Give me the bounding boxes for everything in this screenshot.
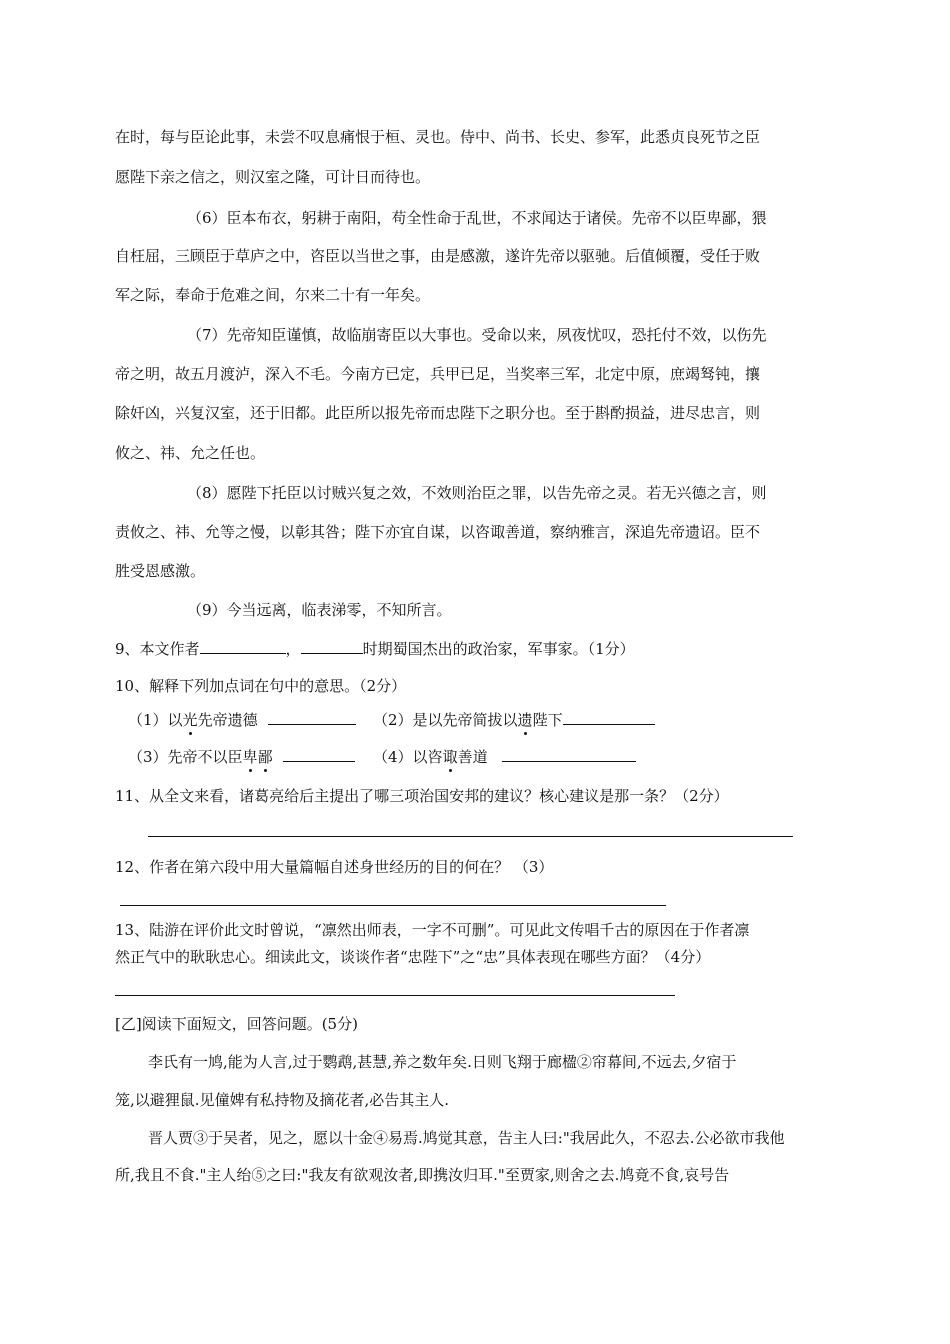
text-line: 在时，每与臣论此事，未尝不叹息痛恨于桓、灵也。侍中、尚书、长史、参军，此悉贞良死节之臣 — [115, 128, 761, 146]
answer-blank-1[interactable] — [268, 708, 356, 725]
answer-line-12[interactable] — [120, 905, 666, 906]
question-10-item-1 — [128, 708, 356, 730]
question-9 — [115, 637, 635, 659]
question-9-text-c: 时期蜀国杰出的政治家，军事家。（1分） — [362, 640, 635, 658]
question-10-item-3 — [128, 745, 355, 767]
text-line: 攸之、祎、允之任也。 — [115, 444, 266, 462]
text-line: 除奸凶，兴复汉室，还于旧都。此臣所以报先帝而忠陛下之职分也。至于斟酌损益，进尽忠言，则 — [115, 404, 761, 422]
item-text: （3）先帝不以臣 — [128, 748, 243, 766]
item-text: （1）以 — [128, 711, 183, 729]
question-10-item-2 — [373, 708, 655, 730]
item-text: （2）是以先帝简拔以 — [373, 711, 518, 729]
item-text: 善道 — [457, 748, 488, 766]
text-line: 自枉屈，三顾臣于草庐之中，咨臣以当世之事，由是感激，遂许先帝以驱驰。后值倾覆，受任于败 — [115, 247, 761, 265]
question-13-line: 13、陆游在评价此文时曾说，“凛然出师表，一字不可删”。可见此文传唱千古的原因在于作者凛 — [115, 921, 750, 939]
section-heading: [乙]阅读下面短文，回答问题。(5分) — [115, 1015, 358, 1033]
text-line: 笼,以避狸鼠.见僮婢有私持物及摘花者,必告其主人. — [115, 1091, 450, 1109]
text-line: （6）臣本布衣，躬耕于南阳，苟全性命于乱世，不求闻达于诸侯。先帝不以臣卑鄙，猥 — [187, 209, 767, 227]
answer-blank-author[interactable] — [200, 637, 286, 654]
text-line: 军之际，奉命于危难之间，尔来二十有一年矣。 — [115, 286, 431, 304]
dotted-word: 光 — [182, 711, 198, 729]
text-line: 所,我且不食."主人绐⑤之曰:"我友有欲观汝者,即携汝归耳."至贾家,则舍之去.鸠竟不食,哀号告 — [115, 1166, 730, 1184]
text-line: 愿陛下亲之信之，则汉室之隆，可计日而待也。 — [115, 168, 431, 186]
item-text: 陛下 — [532, 711, 563, 729]
text-line: 帝之明，故五月渡泸，深入不毛。今南方已定，兵甲已足，当奖率三军，北定中原，庶竭驽钝，攘 — [115, 365, 761, 383]
text-line: 责攸之、祎、允等之慢，以彰其咎；陛下亦宜自谋，以咨诹善道，察纳雅言，深追先帝遗诏。臣不 — [115, 523, 761, 541]
text-line: 晋人贾③于吴者，见之，愿以十金④易焉.鸠觉其意，告主人曰:"我居此久，不忍去.公必欲市我他 — [148, 1129, 785, 1147]
answer-line-11[interactable] — [148, 836, 793, 837]
question-10-stem: 10、解释下列加点词在句中的意思。（2分） — [115, 677, 407, 695]
answer-blank-3[interactable] — [283, 745, 355, 762]
dotted-word: 诹 — [442, 748, 458, 766]
question-12: 12、作者在第六段中用大量篇幅自述身世经历的目的何在？ （3） — [115, 858, 554, 876]
item-text: 先帝遗德 — [197, 711, 258, 729]
question-13-line: 然正气中的耿耿忠心。细读此文，谈谈作者“忠陛下”之“忠”具体表现在哪些方面？（4分） — [115, 948, 711, 966]
text-line: 胜受恩感激。 — [115, 562, 206, 580]
answer-blank-period[interactable] — [301, 637, 363, 654]
text-line: （7）先帝知臣谨慎，故临崩寄臣以大事也。受命以来，夙夜忧叹，恐托付不效，以伤先 — [187, 326, 767, 344]
text-line: 李氏有一鸠,能为人言,过于鹦鹉,甚慧,养之数年矣.日则飞翔于廊楹②帘幕间,不远去,夕宿于 — [148, 1053, 737, 1071]
dotted-word: 遗 — [517, 711, 533, 729]
question-10-item-4 — [373, 745, 636, 767]
text-line: （9）今当远离，临表涕零，不知所言。 — [187, 601, 452, 619]
question-9-text-b: ， — [285, 640, 301, 658]
answer-blank-2[interactable] — [563, 708, 655, 725]
answer-blank-4[interactable] — [502, 745, 636, 762]
dotted-word: 卑 — [242, 748, 258, 766]
text-line: （8）愿陛下托臣以讨贼兴复之效，不效则治臣之罪，以告先帝之灵。若无兴德之言，则 — [187, 484, 767, 502]
answer-line-13[interactable] — [115, 995, 675, 996]
dotted-word: 鄙 — [257, 748, 273, 766]
item-text: （4）以咨 — [373, 748, 443, 766]
question-9-text-a: 9、本文作者 — [115, 640, 200, 658]
question-11: 11、从全文来看，诸葛亮给后主提出了哪三项治国安邦的建议？核心建议是那一条？（2分） — [115, 787, 729, 805]
